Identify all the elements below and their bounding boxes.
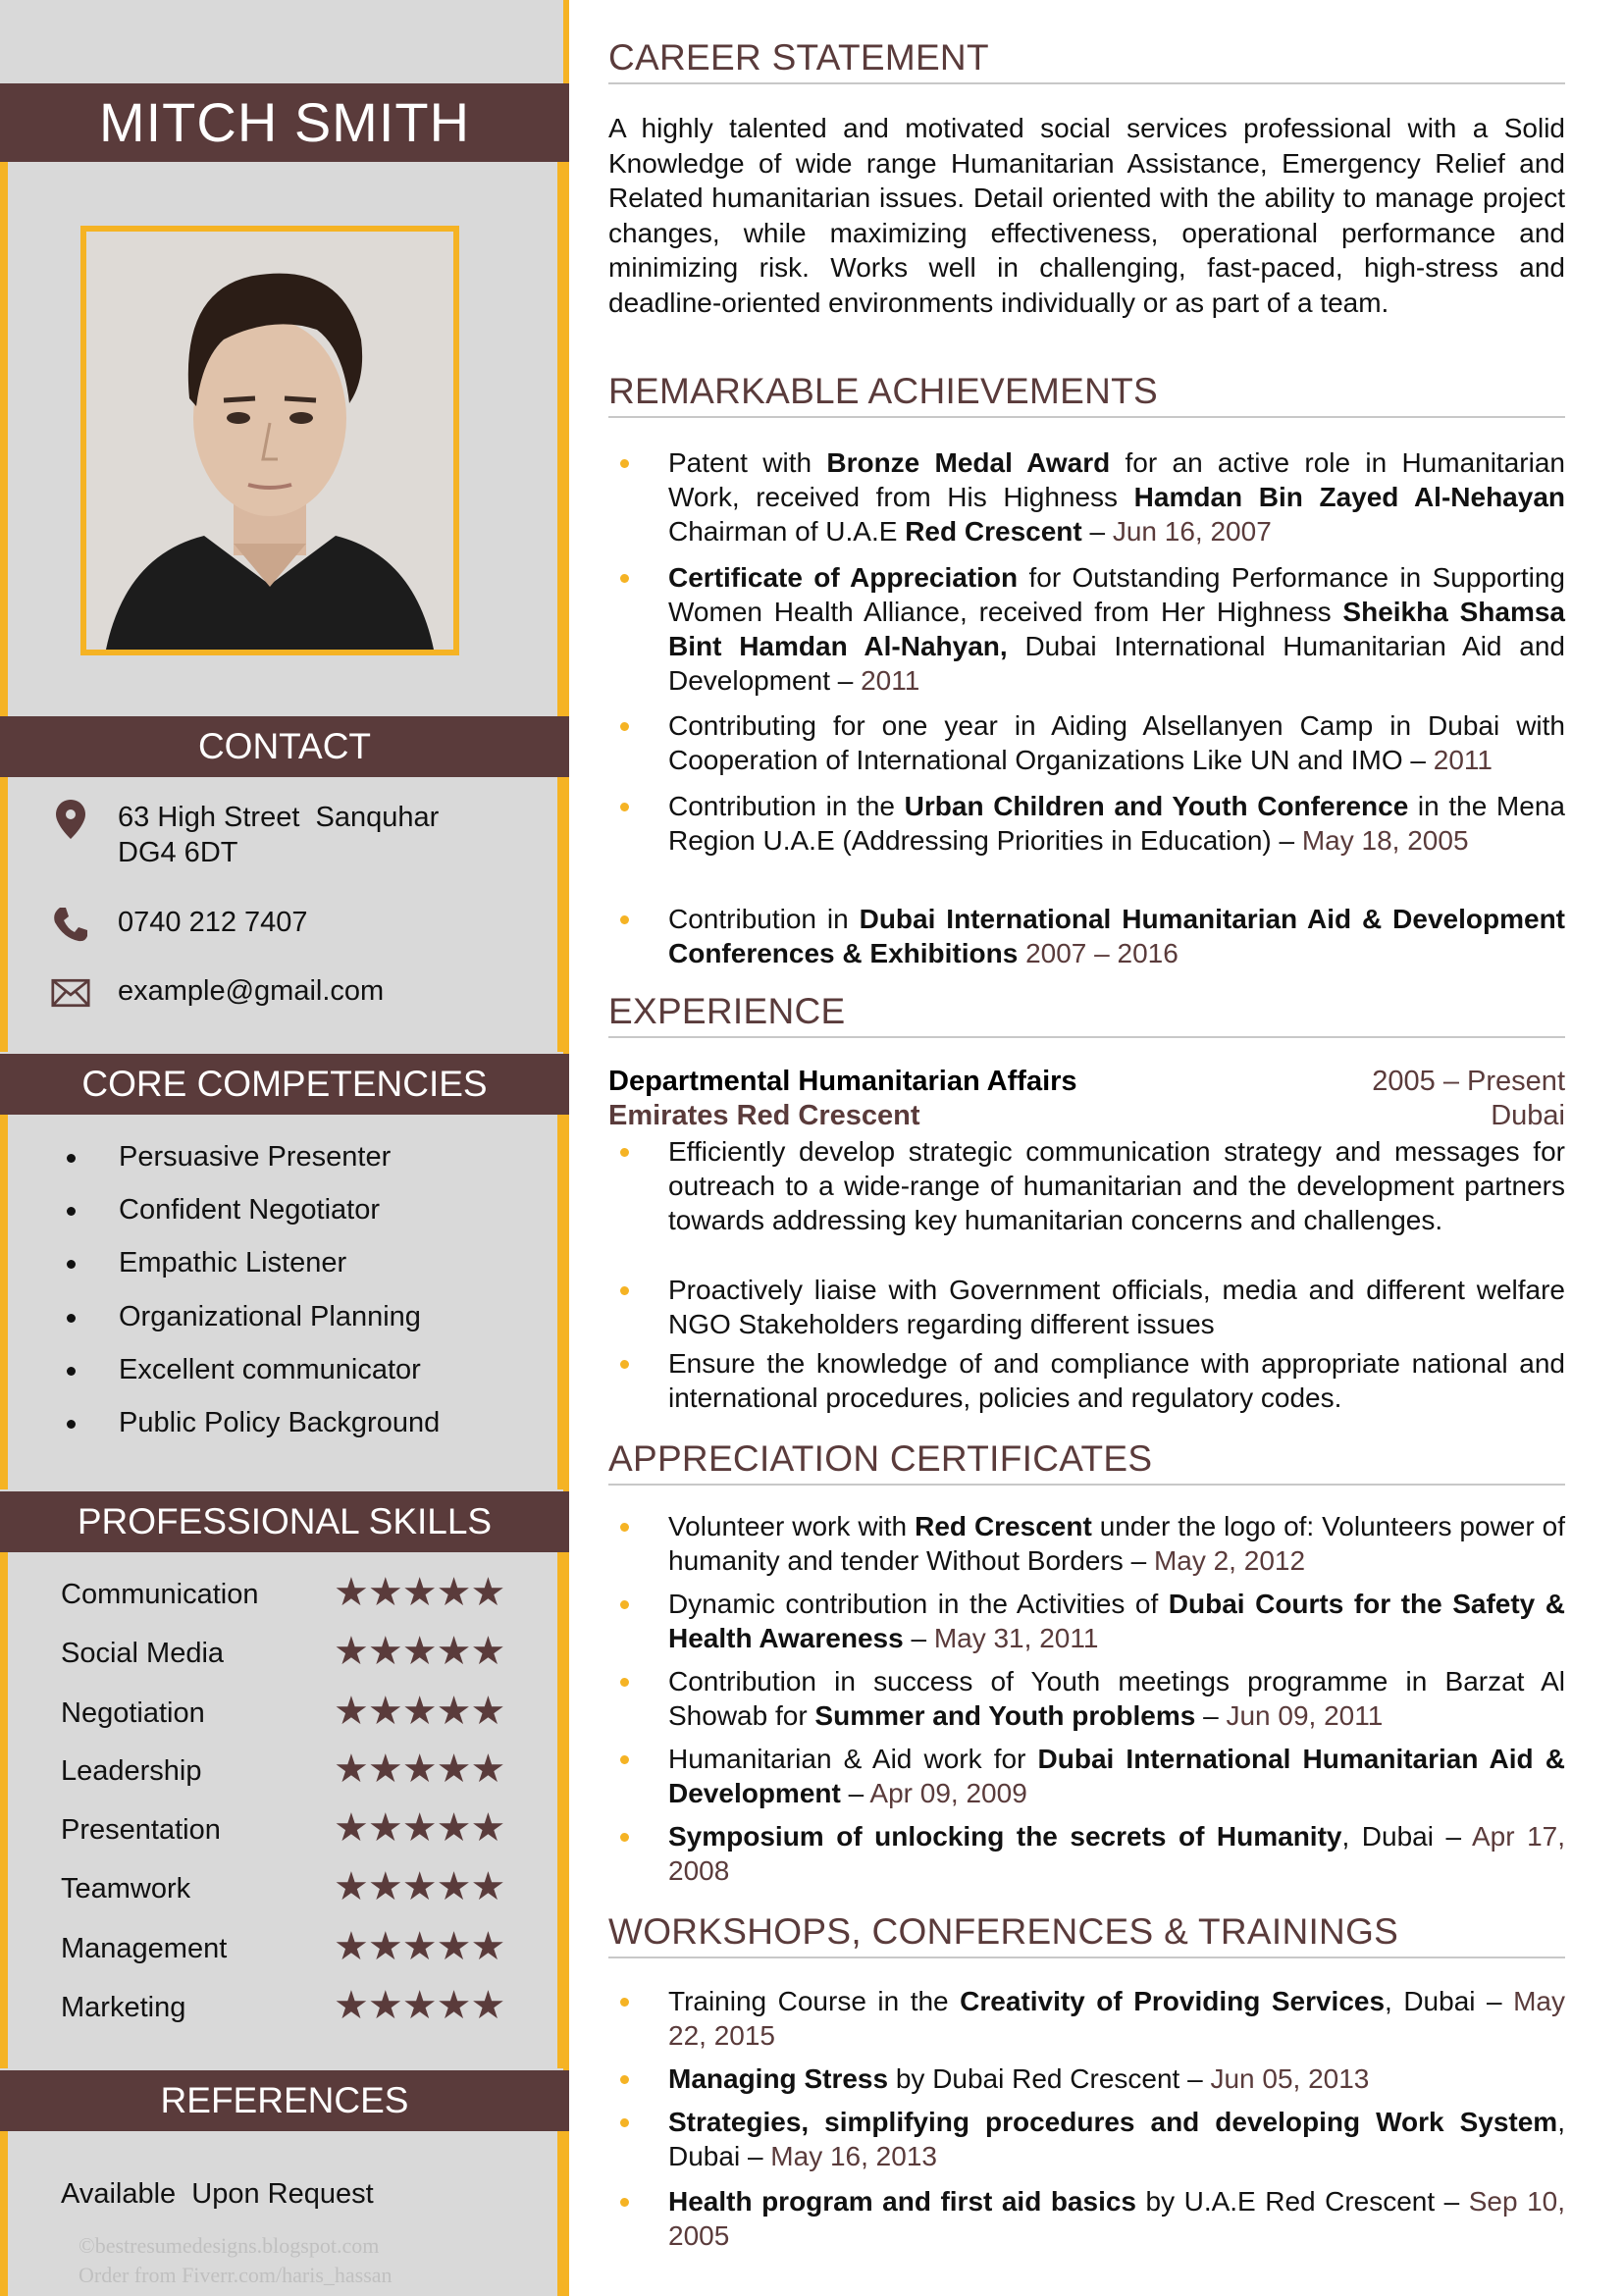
certificate-item: Dynamic contribution in the Activities of Dubai Courts for the Safety & Health Awareness – May 31, 2011 xyxy=(608,1587,1565,1655)
certificates-heading: APPRECIATION CERTIFICATES xyxy=(608,1438,1565,1486)
job-location: Dubai xyxy=(1491,1100,1565,1131)
address-line1: 63 High Street Sanquhar xyxy=(118,802,440,833)
address-line2: DG4 6DT xyxy=(118,837,238,868)
envelope-icon xyxy=(51,973,90,1013)
experience-org-row xyxy=(608,1099,1565,1133)
certificate-item: Contribution in success of Youth meetings programme in Barzat Al Showab for Summer and Youth problems – Jun 09, 2011 xyxy=(608,1664,1565,1733)
location-pin-icon xyxy=(51,800,90,839)
career-heading: CAREER STATEMENT xyxy=(608,37,1565,84)
bullet-icon xyxy=(620,1678,629,1687)
achievement-item: Patent with Bronze Medal Award for an active role in Humanitarian Work, received from His Highness Hamdan Bin Zayed Al-Nehayan Chairman of U.A.E Red Crescent – Jun 16, 2007 xyxy=(608,445,1565,548)
skill-row: Negotiation ★★★★★ xyxy=(61,1690,505,1733)
career-statement: A highly talented and motivated social services professional with a Solid Knowledge of wide range Humanitarian Assistance, Emergency Relief and Related humanitarian issues. Detail oriented with the ability to manage project changes, while maximizing effectiveness, operational performance and minimizing risk. Works well in challenging, fast-paced, high-stress and deadline-oriented environments individually or as part of a team. xyxy=(608,113,1565,318)
bullet-icon xyxy=(620,2198,629,2207)
workshops-heading: WORKSHOPS, CONFERENCES & TRAININGS xyxy=(608,1911,1565,1958)
skill-row: Presentation ★★★★★ xyxy=(61,1806,505,1850)
achievement-item: Contribution in the Urban Children and Youth Conference in the Mena Region U.A.E (Addressing Priorities in Education) – May 18, 2005 xyxy=(608,789,1565,858)
phone-number: 0740 212 7407 xyxy=(118,907,308,938)
phone-icon xyxy=(51,905,90,944)
rating-stars-icon: ★★★★★ xyxy=(334,1806,505,1850)
references-heading: REFERENCES xyxy=(0,2070,569,2131)
job-period: 2005 – Present xyxy=(1372,1066,1565,1097)
rating-stars-icon: ★★★★★ xyxy=(334,1748,505,1791)
skill-row: Leadership ★★★★★ xyxy=(61,1748,505,1791)
experience-item: Proactively liaise with Government officials, media and different welfare NGO Stakeholders regarding different issues xyxy=(608,1273,1565,1341)
bullet-icon xyxy=(620,1148,629,1157)
skills-heading: PROFESSIONAL SKILLS xyxy=(0,1491,569,1552)
experience-role-row xyxy=(608,1065,1565,1099)
bullet-icon xyxy=(620,2075,629,2084)
experience-item: Efficiently develop strategic communication strategy and messages for outreach to a wide-range of humanitarian and the development partners towards addressing key humanitarian concerns and challenges. xyxy=(608,1134,1565,1237)
bullet-icon xyxy=(67,1207,76,1216)
skill-row: Marketing ★★★★★ xyxy=(61,1984,505,2027)
bullet-icon xyxy=(67,1260,76,1269)
skill-row: Teamwork ★★★★★ xyxy=(61,1865,505,1908)
rating-stars-icon: ★★★★★ xyxy=(334,1984,505,2027)
competency-item: Organizational Planning xyxy=(67,1301,421,1333)
certificate-item: Volunteer work with Red Crescent under the logo of: Volunteers power of humanity and tender Without Borders – May 2, 2012 xyxy=(608,1509,1565,1578)
bullet-icon xyxy=(620,915,629,924)
contact-phone xyxy=(51,905,308,944)
skill-row: Management ★★★★★ xyxy=(61,1925,505,1968)
bullet-icon xyxy=(620,803,629,811)
workshop-item: Training Course in the Creativity of Providing Services, Dubai – May 22, 2015 xyxy=(608,1984,1565,2053)
profile-photo xyxy=(80,226,459,655)
contact-email xyxy=(51,973,384,1013)
bullet-icon xyxy=(620,1833,629,1842)
bullet-icon xyxy=(67,1154,76,1163)
workshop-item: Health program and first aid basics by U.A.E Red Crescent – Sep 10, 2005 xyxy=(608,2184,1565,2253)
skill-row: Communication ★★★★★ xyxy=(61,1571,505,1614)
watermark: ©bestresumedesigns.blogspot.com xyxy=(79,2233,380,2258)
bullet-icon xyxy=(67,1314,76,1323)
candidate-name: MITCH SMITH xyxy=(0,83,569,162)
rating-stars-icon: ★★★★★ xyxy=(334,1630,505,1673)
competency-item: Public Policy Background xyxy=(67,1407,440,1439)
bullet-icon xyxy=(620,459,629,468)
contact-heading: CONTACT xyxy=(0,716,569,777)
rating-stars-icon: ★★★★★ xyxy=(334,1865,505,1908)
rating-stars-icon: ★★★★★ xyxy=(334,1571,505,1614)
competency-item: Confident Negotiator xyxy=(67,1194,380,1226)
skill-row: Social Media ★★★★★ xyxy=(61,1630,505,1673)
certificate-item: Symposium of unlocking the secrets of Humanity, Dubai – Apr 17, 2008 xyxy=(608,1819,1565,1888)
rating-stars-icon: ★★★★★ xyxy=(334,1690,505,1733)
experience-heading: EXPERIENCE xyxy=(608,991,1565,1038)
workshop-item: Managing Stress by Dubai Red Crescent – Jun 05, 2013 xyxy=(608,2061,1565,2096)
competency-item: Persuasive Presenter xyxy=(67,1141,391,1174)
bullet-icon xyxy=(67,1420,76,1429)
bullet-icon xyxy=(620,1755,629,1764)
workshop-item: Strategies, simplifying procedures and developing Work System, Dubai – May 16, 2013 xyxy=(608,2105,1565,2173)
competencies-heading: CORE COMPETENCIES xyxy=(0,1054,569,1115)
bullet-icon xyxy=(620,1286,629,1295)
bullet-icon xyxy=(620,2118,629,2127)
bullet-icon xyxy=(620,1360,629,1369)
bullet-icon xyxy=(620,1998,629,2007)
bullet-icon xyxy=(620,574,629,583)
email-address: example@gmail.com xyxy=(118,975,385,1007)
competency-item: Empathic Listener xyxy=(67,1247,346,1279)
achievements-heading: REMARKABLE ACHIEVEMENTS xyxy=(608,371,1565,418)
achievement-item: Contributing for one year in Aiding Alsellanyen Camp in Dubai with Cooperation of International Organizations Like UN and IMO – 2011 xyxy=(608,708,1565,777)
avatar xyxy=(86,232,453,650)
certificate-item: Humanitarian & Aid work for Dubai International Humanitarian Aid & Development – Apr 09, 2009 xyxy=(608,1742,1565,1810)
bullet-icon xyxy=(620,1523,629,1532)
job-organization: Emirates Red Crescent xyxy=(608,1100,920,1131)
experience-item: Ensure the knowledge of and compliance with appropriate national and international procedures, policies and regulatory codes. xyxy=(608,1346,1565,1415)
job-title: Departmental Humanitarian Affairs xyxy=(608,1066,1077,1097)
bullet-icon xyxy=(620,722,629,731)
achievement-item: Certificate of Appreciation for Outstanding Performance in Supporting Women Health Alliance, received from Her Highness Sheikha Shamsa Bint Hamdan Al-Nahyan, Dubai International Humanitarian Aid and Development – 2011 xyxy=(608,560,1565,698)
bullet-icon xyxy=(620,1600,629,1609)
achievement-item: Contribution in Dubai International Humanitarian Aid & Development Conferences & Exhibitions 2007 – 2016 xyxy=(608,902,1565,970)
references-text: Available Upon Request xyxy=(61,2178,374,2210)
rating-stars-icon: ★★★★★ xyxy=(334,1925,505,1968)
watermark: Order from Fiverr.com/haris_hassan xyxy=(79,2263,393,2287)
bullet-icon xyxy=(67,1367,76,1376)
sidebar xyxy=(0,0,569,2296)
contact-address xyxy=(51,800,439,870)
competency-item: Excellent communicator xyxy=(67,1354,421,1386)
